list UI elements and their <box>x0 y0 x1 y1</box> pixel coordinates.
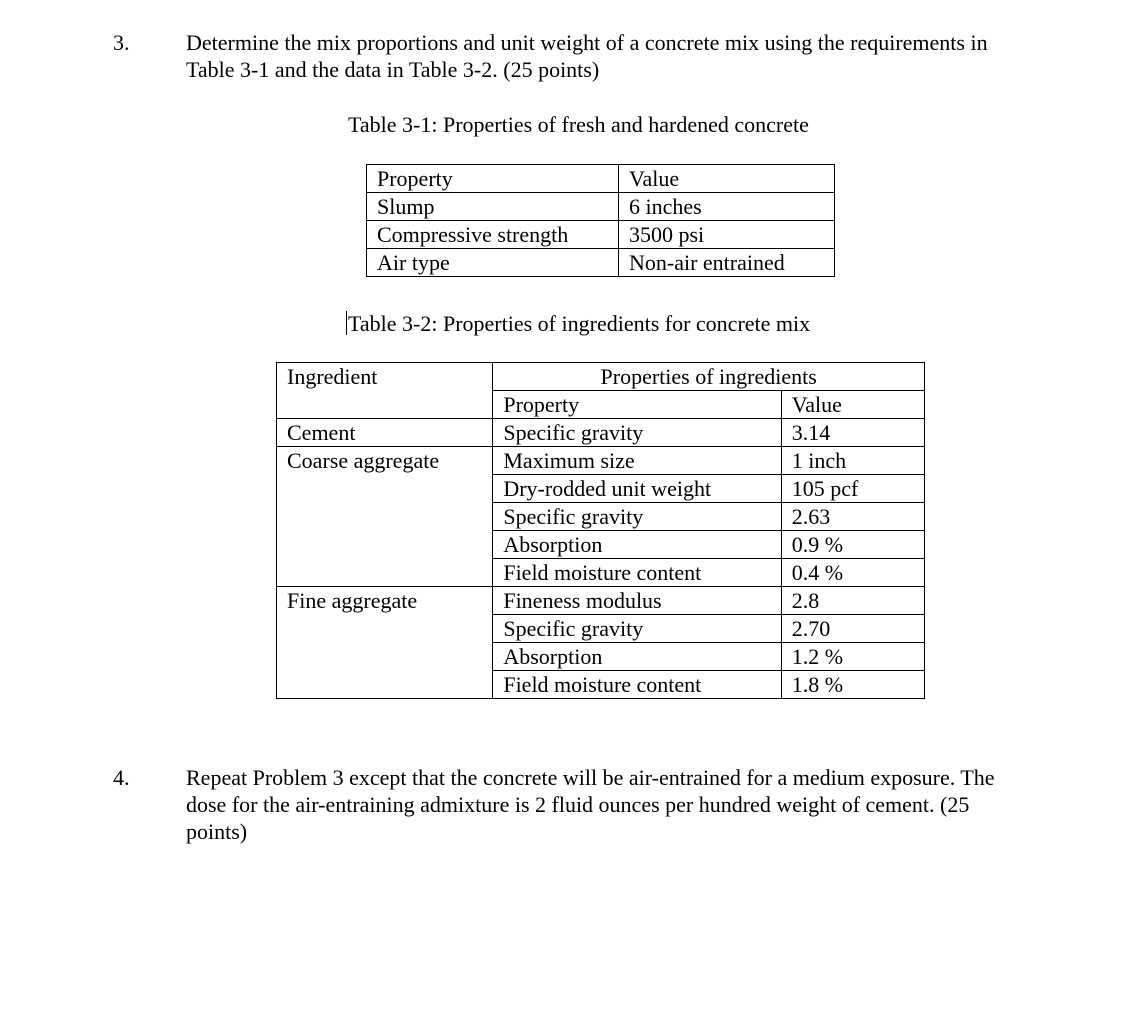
table-3-1-caption: Table 3-1: Properties of fresh and hardened concrete <box>348 112 809 137</box>
problem-4-number: 4. <box>113 765 130 790</box>
table-cell: Fineness modulus <box>493 587 781 615</box>
table-row <box>277 363 925 391</box>
problem-3-number: 3. <box>113 30 130 55</box>
table-cell: 2.70 <box>781 615 924 643</box>
table-cell: 2.8 <box>781 587 924 615</box>
sub-header-value: Value <box>781 391 924 419</box>
problem-3-text-line-1: Determine the mix proportions and unit weight of a concrete mix using the requirements in <box>186 30 988 55</box>
table-cell: 2.63 <box>781 503 924 531</box>
table-row <box>367 193 835 221</box>
column-header-value: Value <box>619 165 835 193</box>
table-cell: Specific gravity <box>493 615 781 643</box>
table-row <box>277 447 925 475</box>
column-header-property: Property <box>367 165 619 193</box>
table-row <box>367 165 835 193</box>
table-cell: Air type <box>367 249 619 277</box>
table-cell: 0.4 % <box>781 559 924 587</box>
table-cell: 3500 psi <box>619 221 835 249</box>
problem-4-text-line-2: dose for the air-entraining admixture is 2 fluid ounces per hundred weight of cement. (25 <box>186 792 970 817</box>
sub-header-property: Property <box>493 391 781 419</box>
table-row <box>367 249 835 277</box>
table-cell: 105 pcf <box>781 475 924 503</box>
table-cell: 1.8 % <box>781 671 924 699</box>
column-header-ingredient: Ingredient <box>277 363 493 419</box>
table-cell: Field moisture content <box>493 671 781 699</box>
ingredient-cement: Cement <box>277 419 493 447</box>
problem-4-text-line-1: Repeat Problem 3 except that the concrete will be air-entrained for a medium exposure. The <box>186 765 995 790</box>
table-cell: Compressive strength <box>367 221 619 249</box>
table-cell: Absorption <box>493 531 781 559</box>
table-cell: Field moisture content <box>493 559 781 587</box>
table-cell: 1 inch <box>781 447 924 475</box>
problem-4-text-line-3: points) <box>186 819 248 844</box>
ingredient-coarse-aggregate: Coarse aggregate <box>277 447 493 587</box>
table-cell: Non-air entrained <box>619 249 835 277</box>
table-cell: Dry-rodded unit weight <box>493 475 781 503</box>
table-row <box>367 221 835 249</box>
table-cell: 1.2 % <box>781 643 924 671</box>
table-3-1 <box>366 164 835 277</box>
table-cell: Absorption <box>493 643 781 671</box>
table-row <box>277 587 925 615</box>
problem-3-text-line-2: Table 3-1 and the data in Table 3-2. (25 points) <box>186 57 600 82</box>
text-cursor <box>346 311 347 335</box>
table-3-2 <box>276 362 925 699</box>
ingredient-fine-aggregate: Fine aggregate <box>277 587 493 699</box>
table-cell: Specific gravity <box>493 503 781 531</box>
table-3-2-caption: Table 3-2: Properties of ingredients for concrete mix <box>348 311 811 336</box>
table-cell: Slump <box>367 193 619 221</box>
table-row <box>277 419 925 447</box>
table-cell: 0.9 % <box>781 531 924 559</box>
table-cell: 6 inches <box>619 193 835 221</box>
column-header-properties-of-ingredients: Properties of ingredients <box>493 363 925 391</box>
table-cell: 3.14 <box>781 419 924 447</box>
table-cell: Specific gravity <box>493 419 781 447</box>
table-cell: Maximum size <box>493 447 781 475</box>
